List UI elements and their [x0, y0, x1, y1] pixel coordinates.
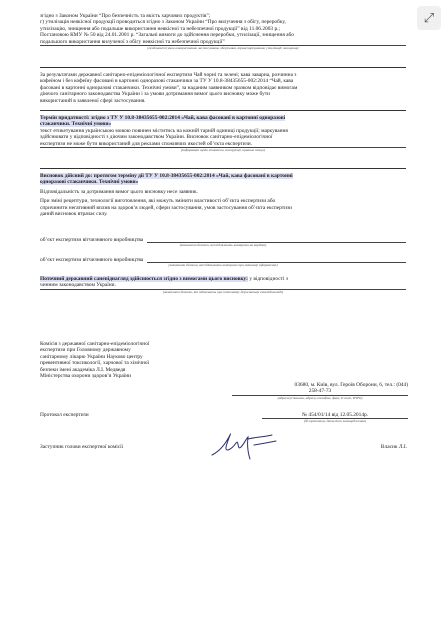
address-line: 258-47-73: [308, 388, 332, 395]
field-caption: (зазначити безпеки, які підлягають контролю на кордоні): [179, 243, 267, 248]
conclusion-section: [40, 173, 406, 217]
text-line: діючого санітарного законодавства України і за умови дотримання вимог цього висновку можe бути: [40, 91, 270, 98]
protocol-field: [262, 412, 408, 424]
field-value: об’єкт експертизи вітчизняного виробництва: [40, 257, 144, 263]
commission-name: [40, 341, 210, 379]
text-line: утилізацію, знищення або подальше використання неякісної та небезпечної продукції” від 11.06.2003 р.;: [40, 25, 281, 32]
text-line: г) утилізація неякісної продукції проводиться згідно з Законом України “Про вилучення з обігу, переробку,: [40, 19, 286, 26]
protocol-label: [40, 412, 89, 418]
protocol-number: № 454/01/14 від 12.05.2014р.: [301, 412, 369, 418]
text-line: експертизи при Головному державному: [40, 347, 131, 354]
text-line: При зміні рецептури, технології виготовлення, які можуть змінити властивості об’єкта експертизи або: [40, 198, 276, 205]
section-divider: [40, 67, 406, 68]
field-caption: (інформація щодо етикетки, інструкції, правила тощо): [181, 148, 265, 153]
supervision-label: Поточний державний санепіднагляд здійснюється згідно з вимогами цього висновку:: [40, 276, 248, 282]
text-line: санітарному лікарю України Науково центру: [40, 353, 143, 360]
signatory-title: [40, 444, 123, 450]
text-line: текст етикетування українською мовою повинен міститись на кожній тарній одиниці продукції; маркування: [40, 127, 288, 134]
text-line: За результатами державної санітарно-епідеміологічної експертизи Чай чорні та зелені; кава заварна, розчинна з: [40, 72, 297, 78]
field-caption: (№ протоколу, дата його затвердження): [303, 419, 367, 424]
field-caption: (особливості умов використання, застосування, зберігання, транспортування, утилізації, знищення): [147, 46, 299, 51]
text-line: безпеки імені академіка Л.І. Медведя: [40, 366, 126, 373]
address-line: 03680, м. Київ, вул. Героїв Оборони, 6, тел.: (044): [294, 382, 408, 388]
text-line: Відповідальність за дотримання вимог цього висновку несе заявник.: [40, 188, 199, 195]
signatory-title-text: Заступник голови експертної комісії: [40, 444, 124, 450]
shelf-life-heading: стаканчики. Технічні умови»: [40, 121, 112, 128]
text-line: Міністерства охорони здоров’я України: [40, 373, 132, 380]
commission-address: [232, 382, 408, 400]
text-line: згідно з Законом України “Про безпечність та якість харчових продуктів”;: [40, 13, 211, 19]
section-divider: [40, 110, 406, 111]
text-line: подальшого використання вилученої з обігу неякісної та небезпечної продукції”: [40, 38, 225, 45]
text-line: експертизи не може бути використаний для реклами споживчих якостей об’єкта експертизи.: [40, 140, 253, 147]
text-line: кофеїном і без кофеїну фасовані в картонні одноразові стаканчики за ТУ У 10.8-38435655-002:2014 “Чай, кава: [40, 78, 294, 85]
signatory-name: [381, 444, 407, 450]
shelf-life-section: [40, 115, 406, 153]
conclusion-heading: Висновок дійсний до: протягом терміну дії ТУ У 10.8-38435655-002:2014 «Чай, кава фасовані в картонні: [40, 173, 293, 179]
supervision-section: [40, 276, 406, 294]
field-caption: (адреса/установа, адреса, телефон, факс, E-mail, WWW): [277, 395, 363, 400]
field-caption: (зазначити безпеки, які підлягають контролю при митному оформленні): [168, 263, 278, 268]
usage-conditions-section: [40, 13, 406, 51]
field-value: об’єкт експертизи вітчизняного виробництва: [40, 237, 144, 243]
text-line: Постановою КМУ № 50 від 24.01.2001 р. “Загальні вимоги до здійснення переробки, утилізації, знищення або: [40, 32, 294, 39]
text-line: використаний в заявленої сфері застосування.: [40, 97, 146, 104]
text-line: фасовані в картонні одноразові стаканчики. Технічні умови”, за наданим заявником зразком відповідає вимогам: [40, 84, 298, 91]
section-divider: [40, 168, 406, 169]
shelf-life-heading: Термін придатності: згідно з ТУ У 10.8-38435655-002:2014 «Чай, кава фасовані в картонні одноразові: [40, 115, 286, 121]
supervision-value: у відповідності з: [249, 276, 288, 282]
expertise-results: [40, 72, 406, 104]
expand-icon[interactable]: ⤢: [417, 6, 441, 30]
text-line: даний висновок втрачає силу.: [40, 211, 108, 218]
text-line: спричинити негативний вплив на здоров’я людей, сфери застосування, умов застосування об’єкта експертизи: [40, 204, 292, 211]
field-caption: (зазначити безпеки, які підлягають при поточному державному санепіднагляді): [163, 289, 283, 294]
text-line: превентивної токсикології, харчової та хімічної: [40, 360, 150, 367]
text-line: чинним законодавством України.: [40, 282, 116, 289]
handwritten-signature: [210, 425, 282, 465]
text-line: здійснювати у відповідності з діючим законодавством України. Висновок санітарно-епідеміологічної: [40, 134, 273, 141]
border-control-field: [40, 237, 406, 248]
conclusion-heading: одноразові стаканчики. Технічні умови»: [40, 179, 139, 186]
customs-field: [40, 257, 406, 268]
signatory-name-text: Власик Л.І.: [380, 444, 407, 450]
text-line: Комісія з державної санітарно-епідеміологічної: [40, 341, 150, 347]
protocol-label-text: Протокол експертизи: [40, 412, 89, 418]
